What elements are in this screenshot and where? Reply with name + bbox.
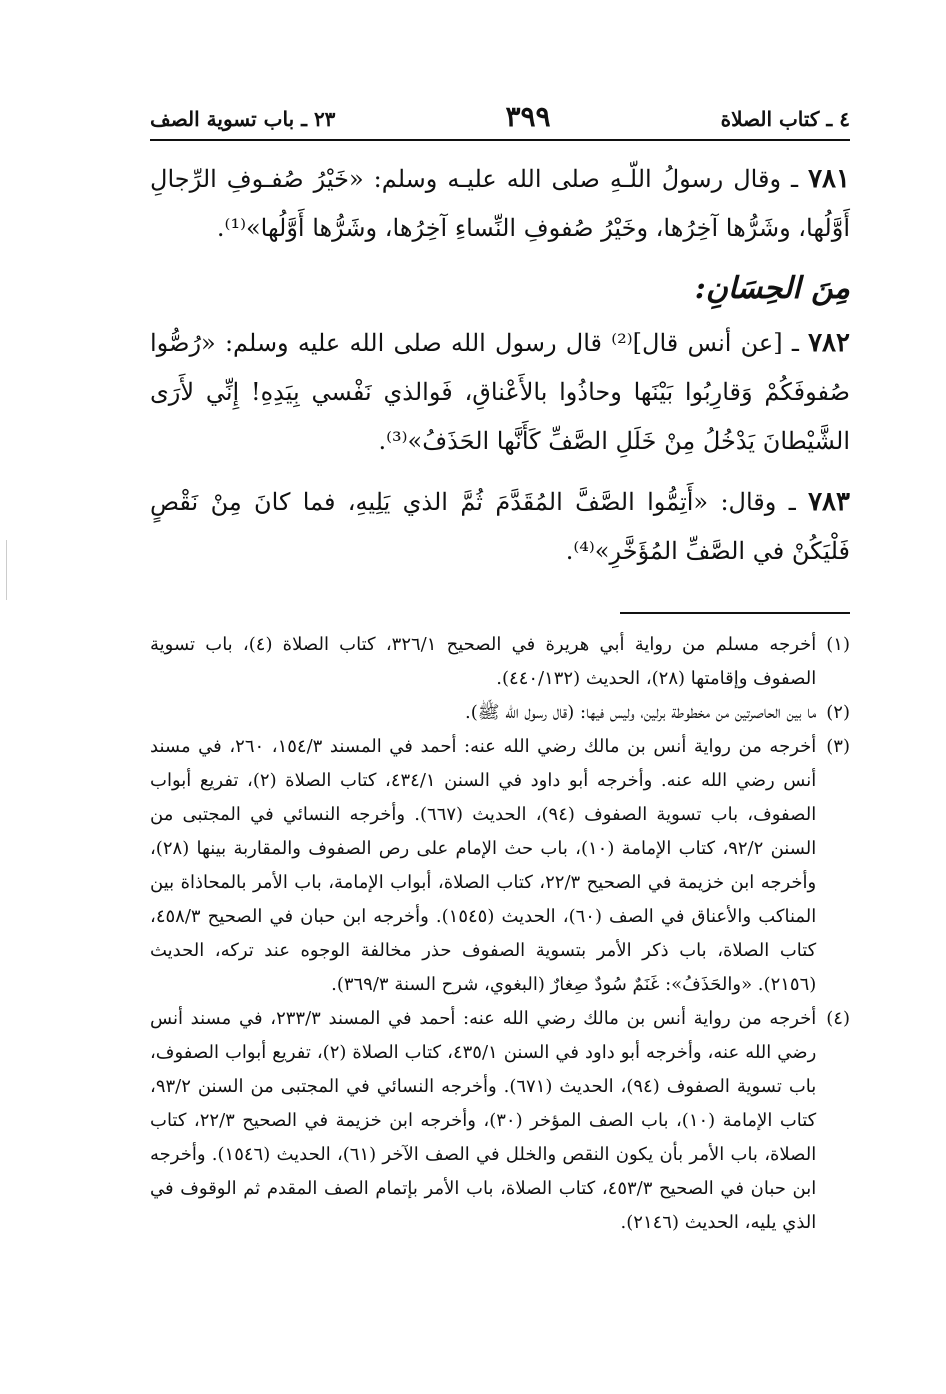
- footnote-3: [150, 730, 850, 1002]
- running-header: [150, 100, 850, 141]
- book-page: [150, 100, 850, 1240]
- footnote-4: [150, 1002, 850, 1240]
- section-heading: مِنَ الحِسَانِ:: [694, 271, 850, 306]
- footnote-number: (٢): [826, 702, 850, 723]
- header-section: ٢٣ ـ باب تسوية الصف: [150, 107, 336, 131]
- hadith-782: [150, 319, 850, 466]
- footnote-text: أخرجه من رواية أنس بن مالك رضي الله عنه: أحمد في المسند ١٥٤/٣، ٢٦٠، في مسند أنس رضي الله عنه. وأخرجه أبو داود في السنن ٤٣٤/١، كتاب الصلاة (٢)، تفريع أبواب الصفوف، باب تسوية الصفوف (٩٤)، الحديث (٦٦٧). وأخرجه النسائي في المجتبى من السنن ٩٢/٢، كتاب الإمامة (١٠)، باب حث الإمام على رص الصفوف والمقاربة بينها (٢٨)، وأخرجه ابن خزيمة في الصحيح ٢٢/٣، كتاب الصلاة، أبواب الإمامة، باب الأمر بالمحاذاة بين المناكب والأعناق في الصف (٦٠)، الحديث (١٥٤٥). وأخرجه ابن حبان في الصحيح ٤٥٨/٣، كتاب الصلاة، باب ذكر الأمر بتسوية الصفوف حذر مخالفة الوجوه عند تركه، الحديث (٢١٥٦). «والحَذَفُ»: غَنَمٌ سُودٌ صِغارٌ (البغوي، شرح السنة ٣٦٩/٣).: [150, 736, 817, 995]
- footnote-number: (١): [826, 634, 850, 655]
- footnote-text: ما بين الحاصرتين من مخطوطة برلين، وليس فيها: (قال رسول الله ﷺ).: [465, 702, 817, 723]
- hadith-781: [150, 155, 850, 253]
- hadith-text: ـ وقال: «أَتِمُّوا الصَّفَّ المُقَدَّمَ ثُمَّ الذي يَلِيهِ، فما كانَ مِنْ نَقْصٍ فَلْيَكُنْ في الصَّفِّ المُؤَخَّرِ»⁽⁴⁾.: [150, 488, 850, 565]
- footnote-text: أخرجه مسلم من رواية أبي هريرة في الصحيح ٣٢٦/١، كتاب الصلاة (٤)، باب تسوية الصفوف وإقامتها (٢٨)، الحديث (٤٤٠/١٣٢).: [150, 634, 817, 689]
- page-number: ٣٩٩: [505, 100, 551, 133]
- footnote-number: (٤): [826, 1008, 850, 1029]
- footnotes: [150, 628, 850, 1240]
- footnote-separator: [620, 612, 850, 614]
- header-chapter: ٤ ـ كتاب الصلاة: [720, 107, 850, 131]
- footnote-1: [150, 628, 850, 696]
- hadith-783: [150, 478, 850, 576]
- page-edge-mark: [6, 540, 7, 600]
- hadith-number: ٧٨٢: [808, 328, 850, 358]
- hadith-number: ٧٨٣: [808, 487, 850, 517]
- footnote-number: (٣): [826, 736, 850, 757]
- footnote-text: أخرجه من رواية أنس بن مالك رضي الله عنه: أحمد في المسند ٢٣٣/٣، في مسند أنس رضي الله عنه، وأخرجه أبو داود في السنن ٤٣٥/١، كتاب الصلاة (٢)، تفريع أبواب الصفوف، باب تسوية الصفوف (٩٤)، الحديث (٦٧١). وأخرجه النسائي في المجتبى من السنن ٩٣/٢، كتاب الإمامة (١٠)، باب الصف المؤخر (٣٠)، وأخرجه ابن خزيمة في الصحيح ٢٢/٣، كتاب الصلاة، باب الأمر بأن يكون النقص والخلل في الصف الآخر (٦١)، الحديث (١٥٤٦). وأخرجه ابن حبان في الصحيح ٤٥٣/٣، كتاب الصلاة، باب الأمر بإتمام الصف المقدم ثم الوقوف في الذي يليه، الحديث (٢١٤٦).: [150, 1008, 817, 1233]
- hadith-text: ـ [عن أنس قال]⁽²⁾ قال رسول الله صلى الله عليه وسلم: «رُصُّوا صُفوفَكُمْ وَقارِبُوا بَيْنَها وحاذُوا بالأَعْناقِ، فَوالذي نَفْسي بِيَدِهِ! إِنِّي لأَرَى الشَّيْطانَ يَدْخُلُ مِنْ خَلَلِ الصَّفِّ كَأَنَّها الحَذَفُ»⁽³⁾.: [150, 329, 850, 455]
- hadith-number: ٧٨١: [808, 164, 850, 194]
- footnote-2: [150, 696, 850, 730]
- hadith-text: ـ وقال رسولُ اللّـهِ صلى الله عليـه وسلم: «خَيْرُ صُفـوفِ الرِّجالِ أَوَّلُها، وشَرُّها آخِرُها، وخَيْرُ صُفوفِ النِّساءِ آخِرُها، وشَرُّها أَوَّلُها»⁽¹⁾.: [150, 165, 850, 242]
